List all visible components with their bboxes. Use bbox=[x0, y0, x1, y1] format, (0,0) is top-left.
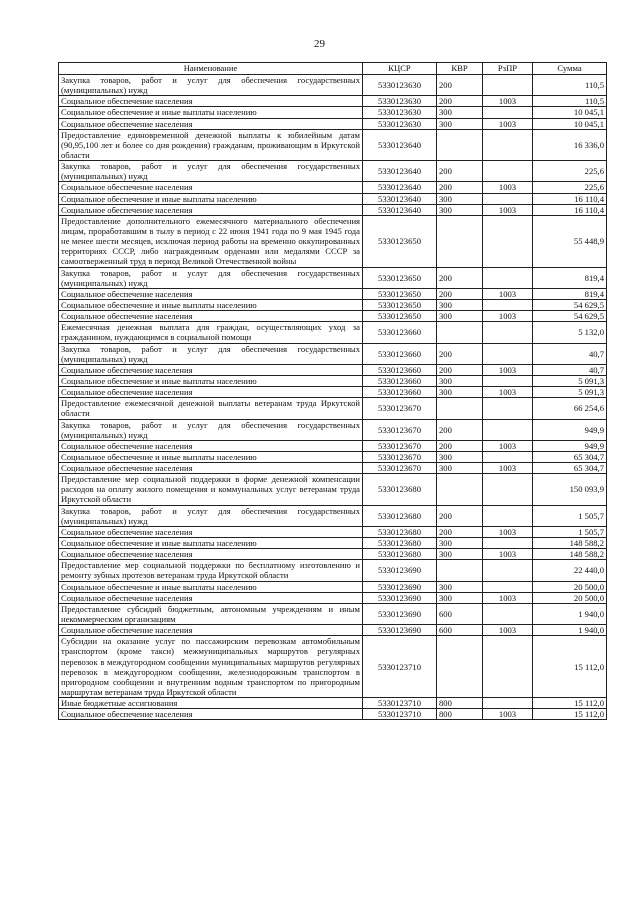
table-row bbox=[59, 581, 607, 592]
cell-kvr: 300 bbox=[437, 375, 483, 386]
table-row bbox=[59, 96, 607, 107]
cell-name: Социальное обеспечение и иные выплаты населению bbox=[59, 299, 363, 310]
table-row bbox=[59, 129, 607, 160]
table-row bbox=[59, 288, 607, 299]
cell-sum: 110,5 bbox=[533, 96, 607, 107]
cell-code: 5330123670 bbox=[363, 398, 437, 419]
cell-rzpr bbox=[483, 581, 533, 592]
cell-sum: 16 110,4 bbox=[533, 204, 607, 215]
cell-sum: 40,7 bbox=[533, 364, 607, 375]
cell-rzpr: 1003 bbox=[483, 463, 533, 474]
cell-sum: 15 112,0 bbox=[533, 698, 607, 709]
cell-kvr: 300 bbox=[437, 299, 483, 310]
cell-kvr: 200 bbox=[437, 75, 483, 96]
cell-rzpr: 1003 bbox=[483, 592, 533, 603]
cell-name: Социальное обеспечение и иные выплаты населению bbox=[59, 375, 363, 386]
cell-kvr: 300 bbox=[437, 451, 483, 462]
cell-rzpr: 1003 bbox=[483, 96, 533, 107]
cell-name: Предоставление дополнительного ежемесячного материального обеспечения лицам, проработавшим в тылу в период с 22 июня 1941 года по 9 мая 1945 года не менее шести месяцев, исключая период работы на временно оккупированных территориях СССР, либо награжденным орденами или медалями СССР за самоотверженный труд в период Великой Отечественной войны bbox=[59, 215, 363, 267]
table-row bbox=[59, 419, 607, 440]
cell-rzpr bbox=[483, 698, 533, 709]
cell-rzpr: 1003 bbox=[483, 549, 533, 560]
table-row bbox=[59, 118, 607, 129]
cell-kvr: 300 bbox=[437, 463, 483, 474]
cell-rzpr bbox=[483, 129, 533, 160]
cell-rzpr bbox=[483, 215, 533, 267]
table-row bbox=[59, 526, 607, 537]
cell-rzpr bbox=[483, 636, 533, 698]
cell-name: Социальное обеспечение населения bbox=[59, 625, 363, 636]
cell-code: 5330123640 bbox=[363, 193, 437, 204]
cell-rzpr: 1003 bbox=[483, 182, 533, 193]
cell-name: Предоставление ежемесячной денежной выплаты ветеранам труда Иркутской области bbox=[59, 398, 363, 419]
cell-rzpr: 1003 bbox=[483, 288, 533, 299]
cell-name: Социальное обеспечение и иные выплаты населению bbox=[59, 107, 363, 118]
table-row bbox=[59, 387, 607, 398]
cell-sum: 5 091,3 bbox=[533, 387, 607, 398]
cell-rzpr bbox=[483, 375, 533, 386]
cell-code: 5330123670 bbox=[363, 463, 437, 474]
cell-code: 5330123680 bbox=[363, 538, 437, 549]
cell-sum: 225,6 bbox=[533, 161, 607, 182]
cell-rzpr: 1003 bbox=[483, 526, 533, 537]
cell-kvr: 200 bbox=[437, 267, 483, 288]
cell-rzpr: 1003 bbox=[483, 625, 533, 636]
cell-name: Предоставление субсидий бюджетным, автономным учреждениям и иным некоммерческим организациям bbox=[59, 603, 363, 624]
table-row bbox=[59, 440, 607, 451]
cell-code: 5330123690 bbox=[363, 581, 437, 592]
cell-kvr: 200 bbox=[437, 419, 483, 440]
table-row bbox=[59, 463, 607, 474]
table-row bbox=[59, 451, 607, 462]
header-kvr: КВР bbox=[437, 63, 483, 75]
table-row bbox=[59, 182, 607, 193]
cell-sum: 22 440,0 bbox=[533, 560, 607, 581]
cell-code: 5330123690 bbox=[363, 603, 437, 624]
cell-kvr: 800 bbox=[437, 698, 483, 709]
cell-sum: 148 588,2 bbox=[533, 549, 607, 560]
table-row bbox=[59, 161, 607, 182]
cell-rzpr: 1003 bbox=[483, 387, 533, 398]
cell-rzpr bbox=[483, 107, 533, 118]
cell-sum: 55 448,9 bbox=[533, 215, 607, 267]
table-row bbox=[59, 375, 607, 386]
cell-code: 5330123710 bbox=[363, 636, 437, 698]
cell-rzpr bbox=[483, 398, 533, 419]
cell-rzpr bbox=[483, 474, 533, 505]
cell-sum: 1 940,0 bbox=[533, 603, 607, 624]
cell-name: Закупка товаров, работ и услуг для обеспечения государственных (муниципальных) нужд bbox=[59, 419, 363, 440]
cell-rzpr bbox=[483, 451, 533, 462]
cell-code: 5330123670 bbox=[363, 419, 437, 440]
page-number: 29 bbox=[314, 38, 325, 50]
cell-sum: 20 500,0 bbox=[533, 581, 607, 592]
cell-name: Предоставление единовременной денежной выплаты к юбилейным датам (90,95,100 лет и более со дня рождения) гражданам, проживающим в Иркутской области bbox=[59, 129, 363, 160]
cell-code: 5330123630 bbox=[363, 96, 437, 107]
table-row bbox=[59, 549, 607, 560]
cell-rzpr bbox=[483, 161, 533, 182]
cell-sum: 16 110,4 bbox=[533, 193, 607, 204]
cell-name: Закупка товаров, работ и услуг для обеспечения государственных (муниципальных) нужд bbox=[59, 75, 363, 96]
cell-sum: 10 045,1 bbox=[533, 107, 607, 118]
table-row bbox=[59, 398, 607, 419]
table-row bbox=[59, 625, 607, 636]
cell-kvr bbox=[437, 560, 483, 581]
cell-rzpr bbox=[483, 538, 533, 549]
table-header-row bbox=[59, 63, 607, 75]
cell-name: Социальное обеспечение населения bbox=[59, 526, 363, 537]
cell-rzpr bbox=[483, 75, 533, 96]
cell-kvr: 300 bbox=[437, 204, 483, 215]
table-row bbox=[59, 505, 607, 526]
cell-kvr: 200 bbox=[437, 505, 483, 526]
cell-name: Социальное обеспечение населения bbox=[59, 204, 363, 215]
cell-sum: 225,6 bbox=[533, 182, 607, 193]
cell-name: Предоставление мер социальной поддержки по бесплатному изготовлению и ремонту зубных протезов ветеранам труда Иркутской области bbox=[59, 560, 363, 581]
cell-name: Социальное обеспечение населения bbox=[59, 709, 363, 720]
table-row bbox=[59, 204, 607, 215]
cell-kvr: 300 bbox=[437, 592, 483, 603]
cell-kvr: 200 bbox=[437, 364, 483, 375]
cell-rzpr bbox=[483, 560, 533, 581]
table-row bbox=[59, 474, 607, 505]
table-body bbox=[59, 75, 607, 720]
cell-name: Закупка товаров, работ и услуг для обеспечения государственных (муниципальных) нужд bbox=[59, 343, 363, 364]
table-row bbox=[59, 193, 607, 204]
cell-kvr bbox=[437, 215, 483, 267]
cell-name: Закупка товаров, работ и услуг для обеспечения государственных (муниципальных) нужд bbox=[59, 161, 363, 182]
cell-sum: 110,5 bbox=[533, 75, 607, 96]
cell-kvr: 200 bbox=[437, 161, 483, 182]
cell-kvr: 200 bbox=[437, 343, 483, 364]
cell-kvr: 800 bbox=[437, 709, 483, 720]
cell-sum: 148 588,2 bbox=[533, 538, 607, 549]
cell-name: Закупка товаров, работ и услуг для обеспечения государственных (муниципальных) нужд bbox=[59, 267, 363, 288]
cell-kvr: 600 bbox=[437, 625, 483, 636]
cell-kvr: 300 bbox=[437, 118, 483, 129]
cell-code: 5330123630 bbox=[363, 107, 437, 118]
cell-rzpr: 1003 bbox=[483, 118, 533, 129]
cell-sum: 54 629,5 bbox=[533, 299, 607, 310]
cell-kvr: 200 bbox=[437, 440, 483, 451]
cell-name: Социальное обеспечение населения bbox=[59, 440, 363, 451]
cell-sum: 819,4 bbox=[533, 267, 607, 288]
cell-code: 5330123710 bbox=[363, 698, 437, 709]
cell-name: Ежемесячная денежная выплата для граждан, осуществляющих уход за гражданином, нуждающимся в социальной помощи bbox=[59, 322, 363, 343]
cell-name: Социальное обеспечение населения bbox=[59, 288, 363, 299]
cell-code: 5330123650 bbox=[363, 215, 437, 267]
cell-name: Социальное обеспечение населения bbox=[59, 549, 363, 560]
cell-rzpr: 1003 bbox=[483, 364, 533, 375]
cell-code: 5330123640 bbox=[363, 161, 437, 182]
table-row bbox=[59, 267, 607, 288]
cell-name: Социальное обеспечение населения bbox=[59, 463, 363, 474]
header-name: Наименование bbox=[59, 63, 363, 75]
cell-kvr: 300 bbox=[437, 387, 483, 398]
cell-kvr: 300 bbox=[437, 311, 483, 322]
cell-code: 5330123650 bbox=[363, 288, 437, 299]
cell-code: 5330123660 bbox=[363, 364, 437, 375]
cell-rzpr: 1003 bbox=[483, 440, 533, 451]
cell-kvr bbox=[437, 474, 483, 505]
cell-rzpr bbox=[483, 322, 533, 343]
cell-rzpr bbox=[483, 419, 533, 440]
cell-name: Предоставление мер социальной поддержки в форме денежной компенсации расходов на оплату жилого помещения и коммунальных услуг ветеранам труда Иркутской области bbox=[59, 474, 363, 505]
cell-rzpr bbox=[483, 299, 533, 310]
cell-code: 5330123710 bbox=[363, 709, 437, 720]
header-code: КЦСР bbox=[363, 63, 437, 75]
cell-kvr: 300 bbox=[437, 538, 483, 549]
cell-code: 5330123630 bbox=[363, 118, 437, 129]
cell-sum: 150 093,9 bbox=[533, 474, 607, 505]
table-row bbox=[59, 709, 607, 720]
table-row bbox=[59, 343, 607, 364]
cell-name: Социальное обеспечение населения bbox=[59, 118, 363, 129]
cell-name: Социальное обеспечение населения bbox=[59, 364, 363, 375]
cell-code: 5330123660 bbox=[363, 322, 437, 343]
cell-sum: 949,9 bbox=[533, 440, 607, 451]
cell-rzpr: 1003 bbox=[483, 311, 533, 322]
cell-kvr: 300 bbox=[437, 193, 483, 204]
cell-kvr bbox=[437, 322, 483, 343]
cell-rzpr: 1003 bbox=[483, 709, 533, 720]
cell-name: Социальное обеспечение и иные выплаты населению bbox=[59, 538, 363, 549]
cell-sum: 20 500,0 bbox=[533, 592, 607, 603]
cell-sum: 16 336,0 bbox=[533, 129, 607, 160]
cell-kvr bbox=[437, 636, 483, 698]
cell-code: 5330123690 bbox=[363, 592, 437, 603]
cell-kvr: 300 bbox=[437, 107, 483, 118]
cell-code: 5330123660 bbox=[363, 343, 437, 364]
table-row bbox=[59, 322, 607, 343]
cell-code: 5330123650 bbox=[363, 267, 437, 288]
cell-rzpr bbox=[483, 193, 533, 204]
cell-kvr: 200 bbox=[437, 96, 483, 107]
cell-sum: 5 091,3 bbox=[533, 375, 607, 386]
cell-kvr: 200 bbox=[437, 526, 483, 537]
cell-code: 5330123680 bbox=[363, 526, 437, 537]
cell-code: 5330123690 bbox=[363, 560, 437, 581]
cell-kvr: 300 bbox=[437, 549, 483, 560]
cell-code: 5330123670 bbox=[363, 451, 437, 462]
cell-code: 5330123680 bbox=[363, 474, 437, 505]
cell-sum: 65 304,7 bbox=[533, 451, 607, 462]
cell-kvr: 300 bbox=[437, 581, 483, 592]
cell-code: 5330123690 bbox=[363, 625, 437, 636]
table-row bbox=[59, 107, 607, 118]
cell-kvr: 200 bbox=[437, 182, 483, 193]
table-row bbox=[59, 636, 607, 698]
cell-code: 5330123640 bbox=[363, 204, 437, 215]
table-row bbox=[59, 364, 607, 375]
cell-code: 5330123680 bbox=[363, 549, 437, 560]
cell-kvr: 600 bbox=[437, 603, 483, 624]
cell-kvr bbox=[437, 398, 483, 419]
cell-sum: 65 304,7 bbox=[533, 463, 607, 474]
cell-code: 5330123680 bbox=[363, 505, 437, 526]
cell-rzpr: 1003 bbox=[483, 204, 533, 215]
cell-kvr: 200 bbox=[437, 288, 483, 299]
cell-name: Социальное обеспечение и иные выплаты населению bbox=[59, 193, 363, 204]
cell-rzpr bbox=[483, 603, 533, 624]
cell-name: Социальное обеспечение населения bbox=[59, 182, 363, 193]
table-row bbox=[59, 603, 607, 624]
cell-name: Социальное обеспечение населения bbox=[59, 311, 363, 322]
cell-sum: 1 505,7 bbox=[533, 526, 607, 537]
cell-name: Закупка товаров, работ и услуг для обеспечения государственных (муниципальных) нужд bbox=[59, 505, 363, 526]
cell-rzpr bbox=[483, 343, 533, 364]
table-row bbox=[59, 698, 607, 709]
cell-sum: 1 505,7 bbox=[533, 505, 607, 526]
table-row bbox=[59, 538, 607, 549]
cell-code: 5330123640 bbox=[363, 182, 437, 193]
cell-sum: 949,9 bbox=[533, 419, 607, 440]
header-sum: Сумма bbox=[533, 63, 607, 75]
cell-sum: 5 132,0 bbox=[533, 322, 607, 343]
cell-code: 5330123670 bbox=[363, 440, 437, 451]
cell-sum: 40,7 bbox=[533, 343, 607, 364]
cell-sum: 15 112,0 bbox=[533, 636, 607, 698]
cell-code: 5330123650 bbox=[363, 299, 437, 310]
cell-code: 5330123640 bbox=[363, 129, 437, 160]
table-row bbox=[59, 215, 607, 267]
budget-table bbox=[58, 62, 607, 720]
cell-name: Социальное обеспечение и иные выплаты населению bbox=[59, 581, 363, 592]
cell-code: 5330123650 bbox=[363, 311, 437, 322]
cell-code: 5330123660 bbox=[363, 387, 437, 398]
cell-name: Иные бюджетные ассигнования bbox=[59, 698, 363, 709]
cell-sum: 10 045,1 bbox=[533, 118, 607, 129]
cell-code: 5330123630 bbox=[363, 75, 437, 96]
cell-name: Субсидии на оказание услуг по пассажирским перевозкам автомобильным транспортом (кроме такси) межмуниципальных маршрутов регулярных перевозок в междугородном сообщении муниципальных маршрутов регулярных перевозок в междугородном сообщении, железнодорожным транспортом в пригородном сообщении и внутренним водным транспортом по пригородным маршрутам ветеранам труда Иркутской области bbox=[59, 636, 363, 698]
table-row bbox=[59, 75, 607, 96]
cell-name: Социальное обеспечение населения bbox=[59, 96, 363, 107]
cell-sum: 819,4 bbox=[533, 288, 607, 299]
table-row bbox=[59, 299, 607, 310]
header-rzpr: РзПР bbox=[483, 63, 533, 75]
cell-rzpr bbox=[483, 505, 533, 526]
table-row bbox=[59, 560, 607, 581]
cell-name: Социальное обеспечение населения bbox=[59, 387, 363, 398]
table-row bbox=[59, 592, 607, 603]
cell-name: Социальное обеспечение и иные выплаты населению bbox=[59, 451, 363, 462]
cell-rzpr bbox=[483, 267, 533, 288]
table-row bbox=[59, 311, 607, 322]
cell-sum: 15 112,0 bbox=[533, 709, 607, 720]
cell-name: Социальное обеспечение населения bbox=[59, 592, 363, 603]
cell-sum: 66 254,6 bbox=[533, 398, 607, 419]
cell-code: 5330123660 bbox=[363, 375, 437, 386]
cell-sum: 54 629,5 bbox=[533, 311, 607, 322]
cell-kvr bbox=[437, 129, 483, 160]
cell-sum: 1 940,0 bbox=[533, 625, 607, 636]
